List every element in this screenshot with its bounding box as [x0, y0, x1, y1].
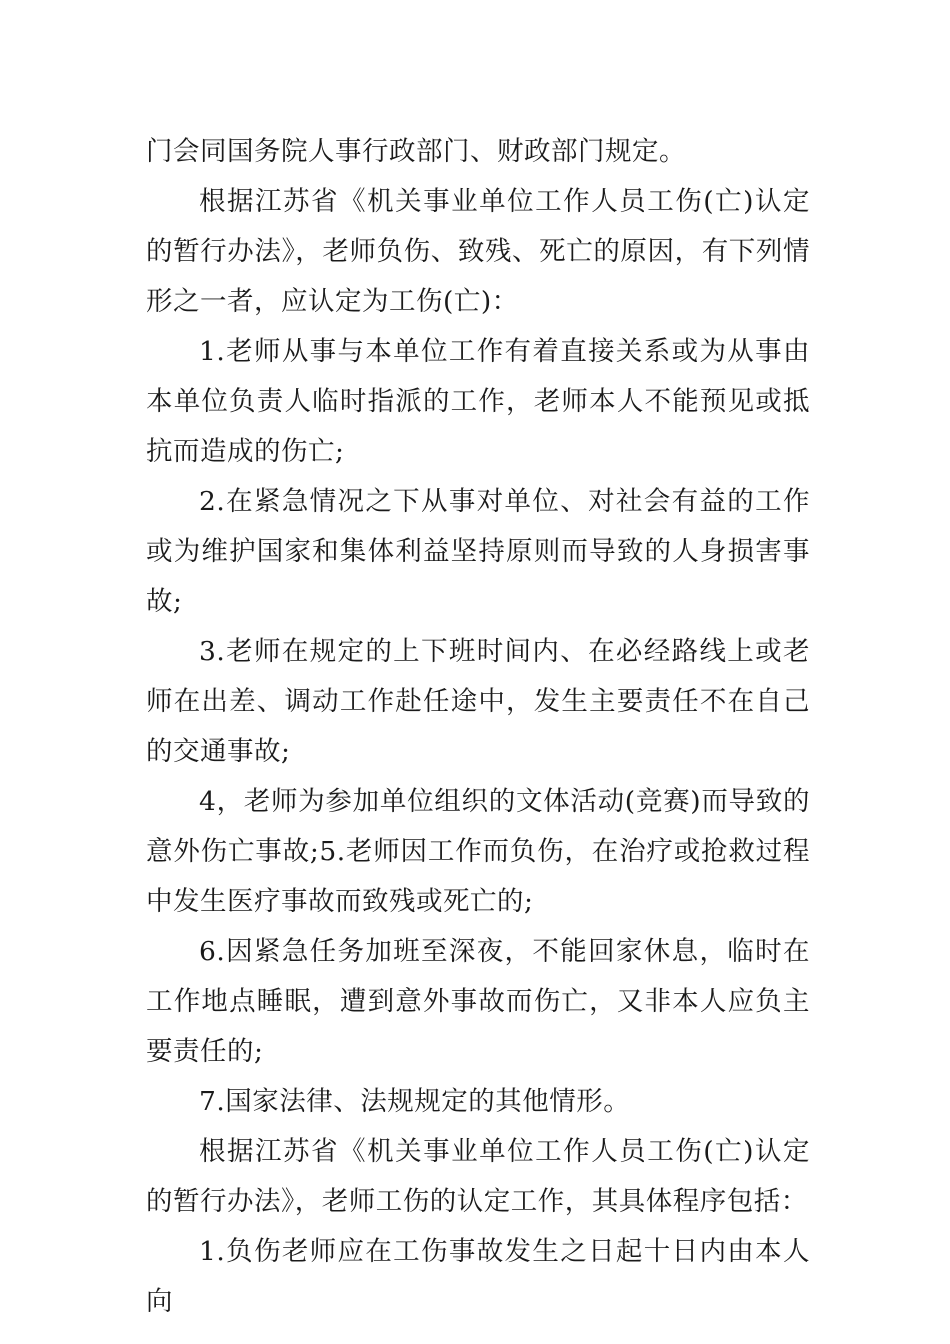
document-body [146, 127, 810, 1327]
paragraph-intro-procedure: 根据江苏省《机关事业单位工作人员工伤(亡)认定的暂行办法》，老师工伤的认定工作，其具体程序包括： [146, 1136, 810, 1217]
paragraph-intro-criteria: 根据江苏省《机关事业单位工作人员工伤(亡)认定的暂行办法》，老师负伤、致残、死亡的原因，有下列情形之一者，应认定为工伤(亡)： [146, 186, 810, 317]
paragraph-item-6: 6.因紧急任务加班至深夜，不能回家休息，临时在工作地点睡眠，遭到意外事故而伤亡，又非本人应负主要责任的; [146, 936, 810, 1067]
paragraph-item-1: 1.老师从事与本单位工作有着直接关系或为从事由本单位负责人临时指派的工作，老师本人不能预见或抵抗而造成的伤亡; [146, 336, 810, 467]
paragraph-item-3: 3.老师在规定的上下班时间内、在必经路线上或老师在出差、调动工作赴任途中，发生主要责任不在自己的交通事故; [146, 636, 810, 767]
paragraph-item-2: 2.在紧急情况之下从事对单位、对社会有益的工作或为维护国家和集体利益坚持原则而导致的人身损害事故; [146, 486, 810, 617]
paragraph-item-7: 7.国家法律、法规规定的其他情形。 [199, 1086, 631, 1117]
paragraph-continuation: 门会同国务院人事行政部门、财政部门规定。 [146, 136, 686, 167]
paragraph-procedure-1: 1.负伤老师应在工伤事故发生之日起十日内由本人向 [146, 1236, 810, 1317]
paragraph-item-4-5: 4，老师为参加单位组织的文体活动(竞赛)而导致的意外伤亡事故;5.老师因工作而负伤，在治疗或抢救过程中发生医疗事故而致残或死亡的; [146, 786, 810, 917]
